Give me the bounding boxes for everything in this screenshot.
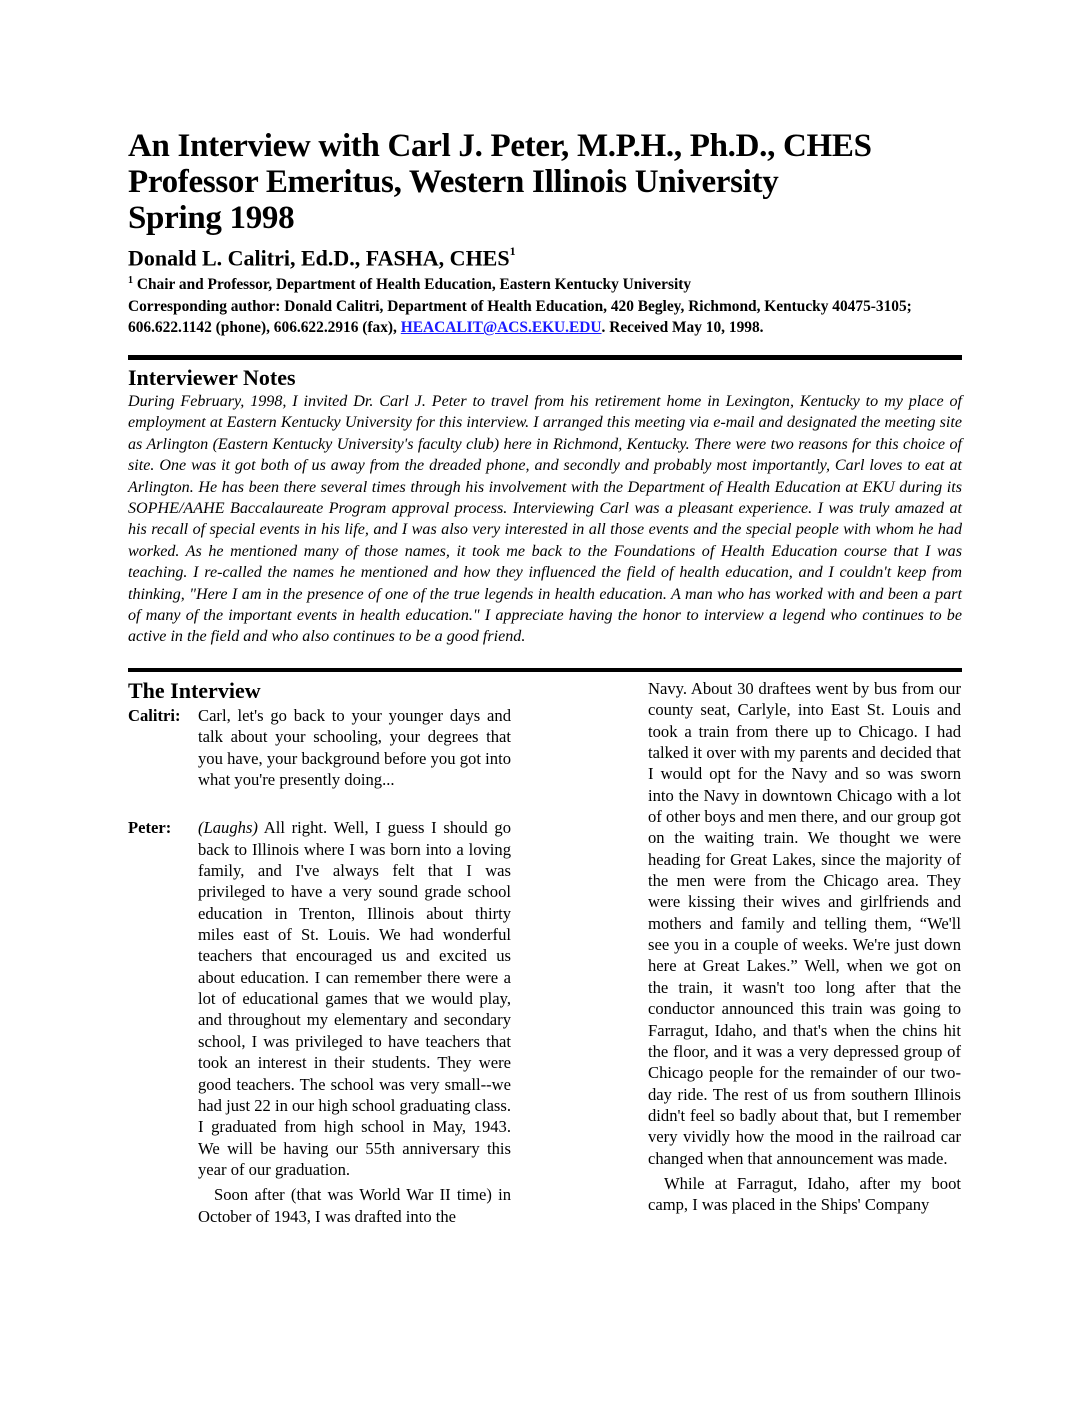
affiliation-block	[128, 270, 963, 339]
affiliation-text: Chair and Professor, Department of Health Education, Eastern Kentucky University	[133, 276, 692, 294]
divider-rule-bottom	[128, 668, 962, 672]
article-title	[128, 128, 968, 236]
peter-speech	[198, 817, 511, 1227]
right-paragraph-1: Navy. About 30 draftees went by bus from our county seat, Carlyle, into East St. Louis and took a train from there up to Chicago. I had talked it over with my parents and decided that I would opt for the Navy and so was sworn into the Navy in downtown Chicago with a lot of other boys and men there, and our group got on the waiting train. We thought we were heading for Great Lakes, since the majority of the men were from the Chicago area. They were kissing their wives and girlfriends and mothers and family and telling them, “We'll see you in a couple of weeks. We're just down here at Great Lakes.” Well, when we got on the train, it wasn't too long after that the conductor announced this train was going to Farragut, Idaho, and that's when the chins hit the floor, and it was a very depressed group of Chicago people for the remainder of our two-day ride. The rest of us from southern Illinois didn't feel so badly about that, but I remember very vividly how the mood in the railroad car changed when that announcement was made.	[648, 679, 961, 1168]
interviewer-notes-heading: Interviewer Notes	[128, 365, 296, 390]
received-date: . Received May 10, 1998.	[601, 319, 764, 337]
peter-a2-paragraph: Soon after (that was World War II time) in October of 1943, I was drafted into the	[198, 1185, 511, 1226]
left-column	[128, 705, 513, 1227]
divider-rule-top	[128, 355, 962, 360]
calitri-question	[128, 705, 513, 790]
peter-a1-text: All right. Well, I guess I should go back to Illinois where I was born into a loving family, and I've always felt that I was privileged to have a very sound grade school education in Trenton, Illinois about thirty miles east of St. Louis. We had wonderful teachers that encouraged us and excited us about education. I can remember there were a lot of educational games that we would play, and throughout my elementary and secondary school, I was privileged to have teachers that took an interest in their students. They were good teachers. The school was very small--we had just 22 in our high school graduating class. I graduated from high school in May, 1943. We will be having our 55th anniversary this year of our graduation.	[198, 818, 511, 1179]
calitri-q1-text: Carl, let's go back to your younger days and talk about your schooling, your degrees that you have, your background before you got into what you're presently doing...	[198, 706, 511, 790]
peter-answer	[128, 817, 513, 1227]
title-line-2: Professor Emeritus, Western Illinois University	[128, 164, 779, 200]
corresponding-text: Corresponding author: Donald Calitri, Department of Health Education, 420 Begley, Richmond, Kentucky 40475-3105; 606.622.1142 (phone), 606.622.2916 (fax),	[128, 297, 912, 337]
spacer	[128, 790, 513, 811]
title-line-3: Spring 1998	[128, 200, 295, 236]
email-link[interactable]: HEACALIT@ACS.EKU.EDU	[400, 319, 602, 337]
author-name: Donald L. Calitri, Ed.D., FASHA, CHES	[128, 245, 510, 271]
author-footnote-mark: 1	[509, 244, 516, 258]
affiliation-mark: 1	[128, 275, 133, 286]
corresponding-author	[128, 296, 963, 339]
speaker-label-calitri: Calitri:	[128, 706, 181, 725]
affiliation-line	[128, 270, 963, 296]
calitri-speech	[198, 705, 511, 790]
laughs-aside: (Laughs)	[198, 818, 258, 838]
peter-a1-paragraph	[198, 817, 511, 1180]
right-column	[648, 678, 961, 1216]
speaker-label-peter: Peter:	[128, 818, 172, 838]
title-line-1: An Interview with Carl J. Peter, M.P.H., Ph.D., CHES	[128, 128, 872, 164]
author-line	[128, 240, 516, 271]
right-paragraph-2: While at Farragut, Idaho, after my boot camp, I was placed in the Ships' Company	[648, 1173, 961, 1215]
interviewer-notes-body: During February, 1998, I invited Dr. Carl J. Peter to travel from his retirement home in Lexington, Kentucky to my place of employment at Eastern Kentucky University for this interview. I arranged this meeting via e-mail and designated the meeting site as Arlington (Eastern Kentucky University's faculty club) here in Richmond, Kentucky. There were two reasons for this choice of site. One was it got both of us away from the dreaded phone, and secondly and probably most importantly, Carl loves to eat at Arlington. He has been there several times through his involvement with the Department of Health Education at EKU during its SOPHE/AAHE Baccalaureate Program approval process. Interviewing Carl was a pleasant experience. I was truly amazed at his recall of special events in his life, and I was also very interested in all those events and the special people with whom he had worked. As he mentioned many of those names, it took me back to the Foundations of Health Education course that I was teaching. I re-called the names he mentioned and how they influenced the field of health education, and I couldn't keep from thinking, "Here I am in the presence of one of the true legends in health education. A man who has worked with and been a part of many of the important events in health education." I appreciate having the honor to interview a legend who continues to be active in the field and who also continues to be a good friend.	[128, 393, 962, 646]
interview-heading: The Interview	[128, 678, 261, 703]
